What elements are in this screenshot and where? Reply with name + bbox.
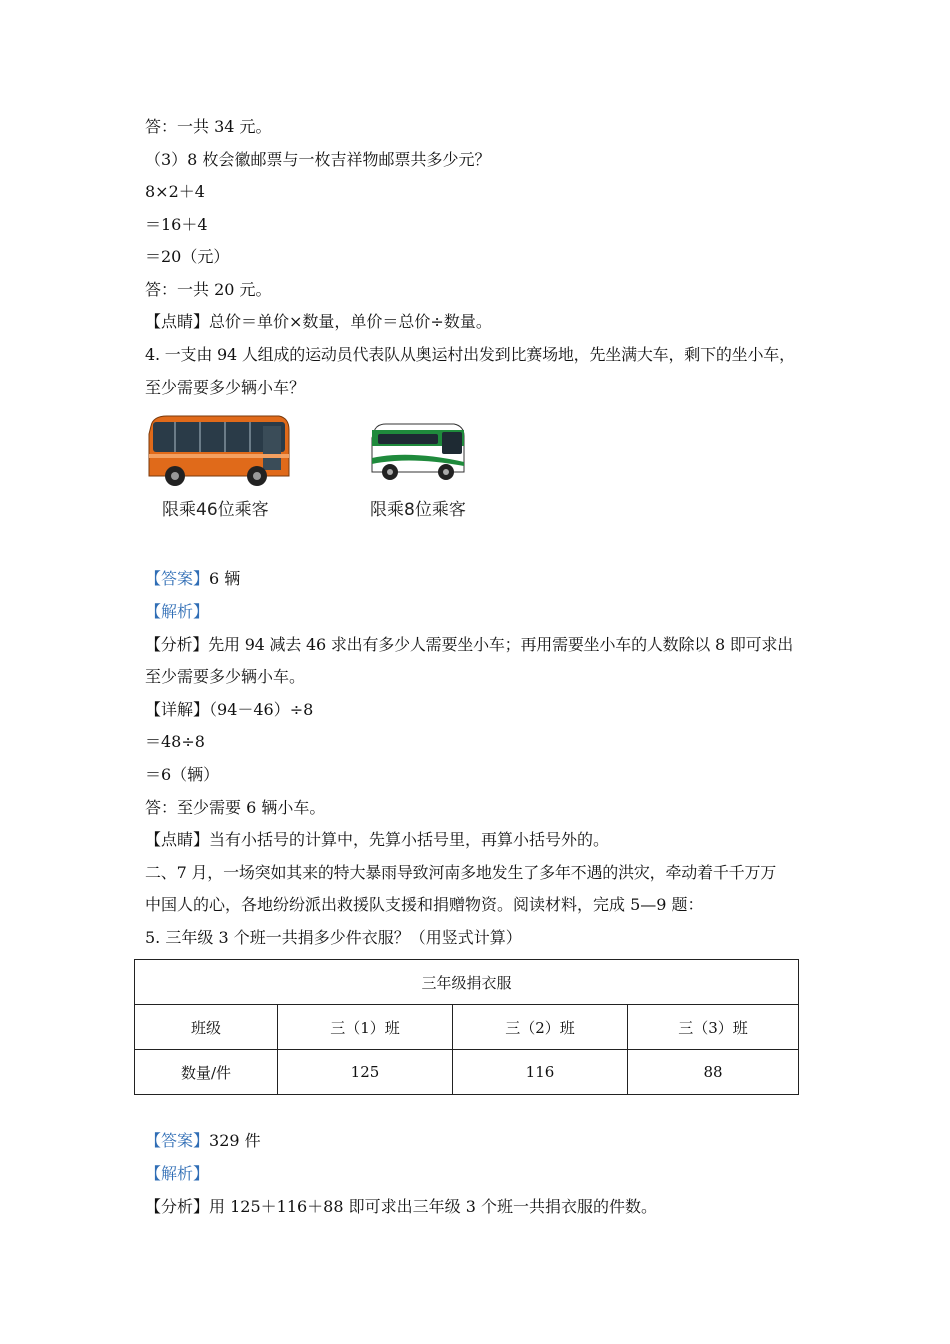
header-cell: 班级: [135, 1005, 278, 1050]
table-title: 三年级捐衣服: [135, 960, 799, 1005]
small-bus-caption: 限乘8位乘客: [370, 500, 466, 520]
tip-text: 总价＝单价×数量，单价＝总价÷数量。: [209, 312, 492, 331]
table-row: [135, 1050, 799, 1095]
question-4-line-2: 至少需要多少辆小车？: [145, 378, 306, 397]
tip-tag: 【点睛】: [145, 312, 210, 331]
detail-tag: 【详解】: [145, 700, 210, 719]
small-bus-image: [370, 422, 466, 484]
fenxi-5: [145, 1196, 657, 1218]
calc-line-3: ＝20（元）: [145, 247, 230, 266]
table-row: [135, 1005, 799, 1050]
tip-line-1: [145, 311, 492, 333]
step-4-1: ＝48÷8: [145, 732, 205, 751]
detail-text: （94－46）÷8: [209, 700, 314, 719]
answer-tag: 【答案】: [145, 569, 210, 588]
question-5: 5. 三年级 3 个班一共捐多少件衣服？（用竖式计算）: [145, 928, 522, 947]
answer-text: 329 件: [209, 1131, 261, 1150]
calc-line-2: ＝16＋4: [145, 215, 208, 234]
question-3: （3）8 枚会徽邮票与一枚吉祥物邮票共多少元？: [145, 150, 491, 169]
section-2-line-2: 中国人的心，各地纷纷派出救援队支援和捐赠物资。阅读材料，完成 5—9 题：: [145, 895, 704, 914]
fenxi-text: 用 125＋116＋88 即可求出三年级 3 个班一共捐衣服的件数。: [209, 1197, 657, 1216]
value-cell: 125: [278, 1050, 453, 1095]
header-cell: 三（1）班: [278, 1005, 453, 1050]
detail-4: [145, 699, 313, 721]
answer-5: [145, 1130, 261, 1152]
calc-line-1: 8×2＋4: [145, 182, 205, 201]
fenxi-4-line-1: [145, 634, 793, 656]
tip-text: 当有小括号的计算中，先算小括号里，再算小括号外的。: [209, 830, 610, 849]
donation-table: [134, 959, 799, 1095]
conclusion-4: 答：至少需要 6 辆小车。: [145, 798, 326, 817]
answer-tag: 【答案】: [145, 1131, 210, 1150]
big-bus-caption: 限乘46位乘客: [162, 500, 269, 520]
value-cell: 88: [628, 1050, 799, 1095]
table-title-row: [135, 960, 799, 1005]
step-4-2: ＝6（辆）: [145, 765, 220, 784]
value-cell: 116: [453, 1050, 628, 1095]
tip-4: [145, 829, 609, 851]
row-label: 数量/件: [135, 1050, 278, 1095]
answer-text: 6 辆: [209, 569, 241, 588]
answer-line-20: 答：一共 20 元。: [145, 280, 272, 299]
big-bus-image: [145, 412, 293, 490]
section-2-line-1: 二、7 月，一场突如其来的特大暴雨导致河南多地发生了多年不遇的洪灾，牵动着千千万万: [145, 863, 777, 882]
fenxi-4-line-2: 至少需要多少辆小车。: [145, 667, 306, 686]
header-cell: 三（3）班: [628, 1005, 799, 1050]
answer-line-34: 答：一共 34 元。: [145, 117, 272, 136]
fenxi-text: 先用 94 减去 46 求出有多少人需要坐小车；再用需要坐小车的人数除以 8 即可求出: [208, 635, 794, 654]
answer-4: [145, 568, 240, 590]
fenxi-tag: 【分析】: [145, 635, 209, 654]
header-cell: 三（2）班: [453, 1005, 628, 1050]
analysis-5: 【解析】: [145, 1164, 210, 1183]
question-4-line-1: 4. 一支由 94 人组成的运动员代表队从奥运村出发到比赛场地，先坐满大车，剩下的坐小车，: [145, 345, 795, 364]
tip-tag: 【点睛】: [145, 830, 210, 849]
analysis-4: 【解析】: [145, 602, 210, 621]
fenxi-tag: 【分析】: [145, 1197, 210, 1216]
